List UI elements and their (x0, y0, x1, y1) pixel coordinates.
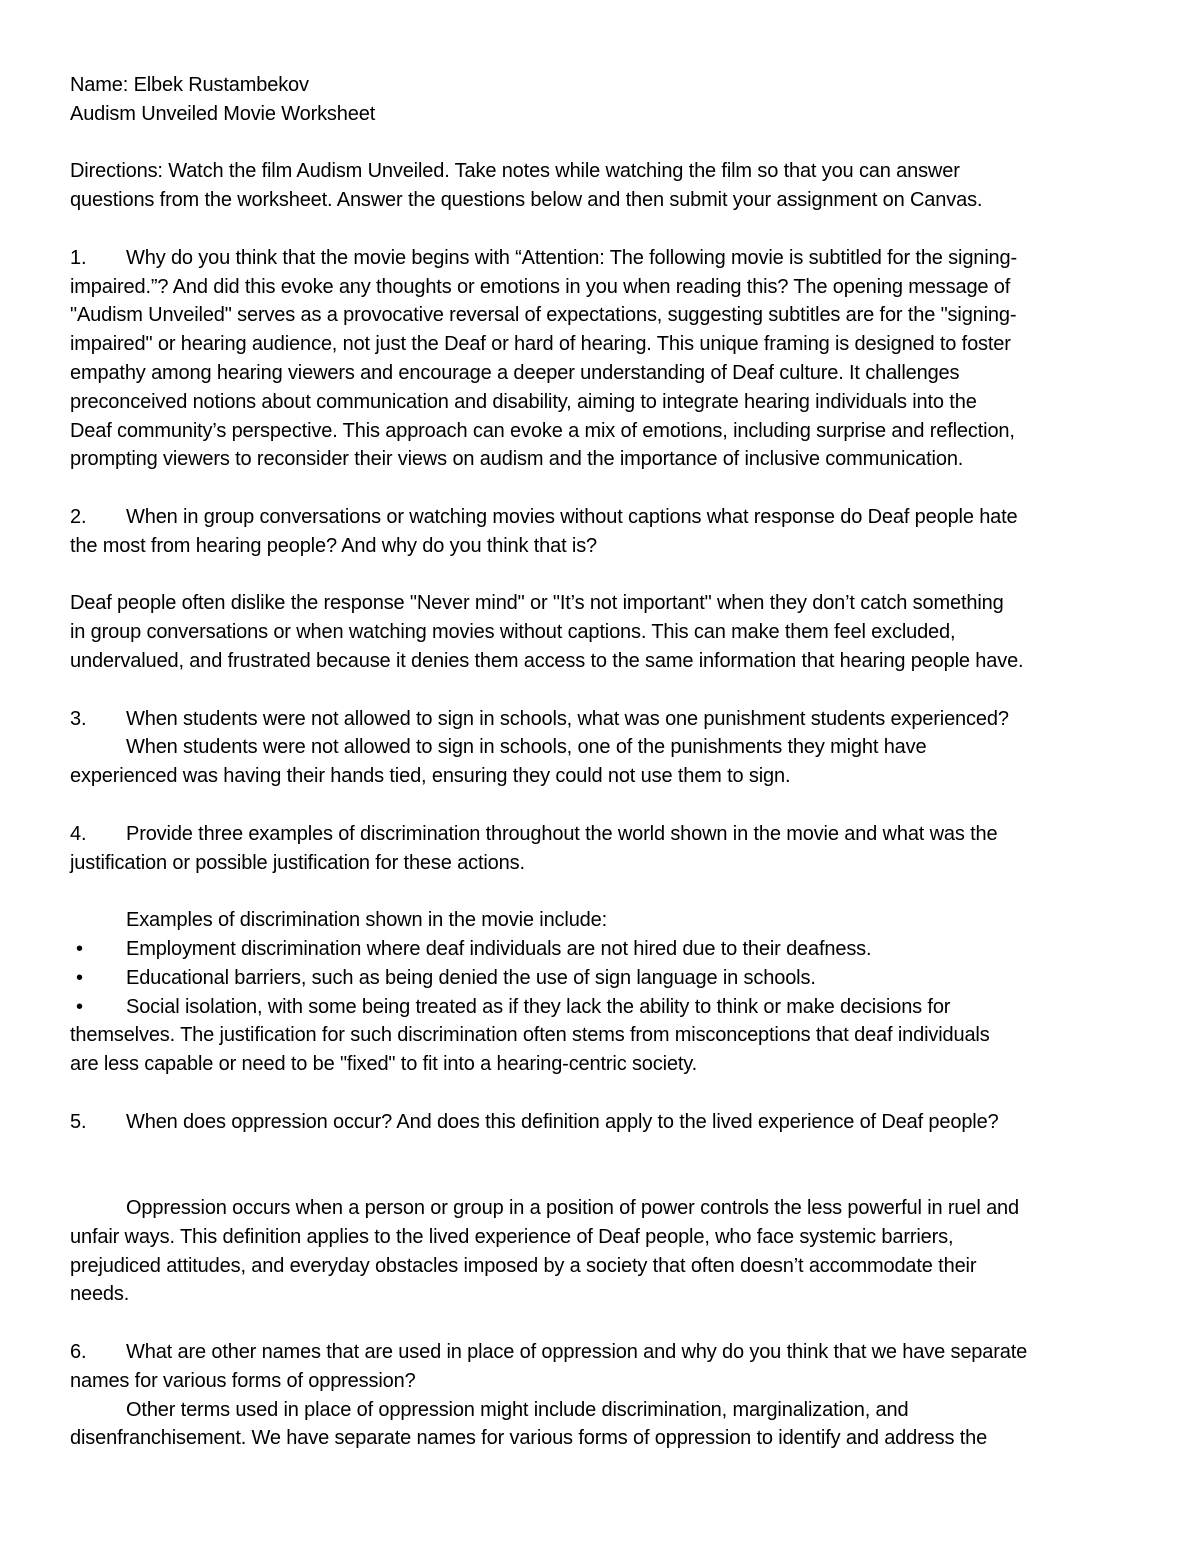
bullet-text: Employment discrimination where deaf individuals are not hired due to their deafness. (126, 937, 872, 960)
spacer (70, 474, 1135, 503)
spacer (70, 676, 1135, 705)
bullet-icon: • (76, 937, 83, 960)
student-name: Name: Elbek Rustambekov (70, 74, 309, 96)
spacer (70, 129, 1135, 158)
answer-1-line: impaired" or hearing audience, not just the Deaf or hard of hearing. This unique framing is designed to foster (70, 333, 1011, 356)
question-text: When does oppression occur? And does this definition apply to the lived experience of Deaf people? (126, 1110, 999, 1133)
answer-1-line: empathy among hearing viewers and encourage a deeper understanding of Deaf culture. It challenges (70, 361, 960, 384)
spacer (70, 1165, 1135, 1194)
question-6-line: names for various forms of oppression? (70, 1369, 416, 1392)
answer-1-line: Deaf community’s perspective. This approach can evoke a mix of emotions, including surprise and reflection, (70, 419, 1015, 442)
answer-6-line (70, 1396, 1135, 1425)
answer-3-line (70, 733, 1135, 762)
question-6 (70, 1338, 1135, 1367)
answer-2-line: Deaf people often dislike the response "Never mind" or "It’s not important" when they don’t catch something (70, 592, 1004, 615)
bullet-icon: • (76, 966, 83, 989)
answer-text: When students were not allowed to sign in schools, one of the punishments they might have (126, 736, 927, 759)
spacer (70, 1309, 1135, 1338)
answer-text: Oppression occurs when a person or group in a position of power controls the less powerful in ruel and (126, 1197, 1019, 1220)
bullet-text: Social isolation, with some being treated as if they lack the ability to think or make decisions for (126, 995, 951, 1018)
question-3 (70, 705, 1135, 734)
answer-1-line: prompting viewers to reconsider their views on audism and the importance of inclusive communication. (70, 448, 964, 471)
question-text: Why do you think that the movie begins with “Attention: The following movie is subtitled for the signing- (126, 246, 1018, 269)
spacer (70, 791, 1135, 820)
bullet-item (70, 993, 1135, 1022)
question-4 (70, 820, 1135, 849)
answer-1-line: impaired.”? And did this evoke any thoughts or emotions in you when reading this? The opening message of (70, 275, 1011, 298)
answer-3-line: experienced was having their hands tied, ensuring they could not use them to sign. (70, 765, 791, 788)
question-number: 1. (70, 246, 87, 269)
question-4-line: justification or possible justification for these actions. (70, 851, 525, 874)
answer-4-intro (70, 906, 1135, 935)
bullet-icon: • (76, 995, 83, 1018)
bullet-text: Educational barriers, such as being denied the use of sign language in schools. (126, 966, 816, 989)
answer-1-line: "Audism Unveiled" serves as a provocative reversal of expectations, suggesting subtitles are for the "signing- (70, 304, 1017, 327)
answer-5-line: unfair ways. This definition applies to the lived experience of Deaf people, who face systemic barriers, (70, 1225, 954, 1248)
worksheet-title: Audism Unveiled Movie Worksheet (70, 102, 376, 125)
question-number: 5. (70, 1110, 87, 1133)
answer-text: Examples of discrimination shown in the movie include: (126, 909, 608, 932)
answer-6-line: disenfranchisement. We have separate names for various forms of oppression to identify and address the (70, 1427, 988, 1450)
question-text: Provide three examples of discrimination throughout the world shown in the movie and what was the (126, 822, 998, 845)
answer-2-line: in group conversations or when watching movies without captions. This can make them feel excluded, (70, 621, 956, 644)
answer-2-line: undervalued, and frustrated because it denies them access to the same information that hearing people have. (70, 649, 1024, 672)
bullet-item (70, 935, 1135, 964)
answer-5-line (70, 1194, 1135, 1223)
directions-line: questions from the worksheet. Answer the questions below and then submit your assignment on Canvas. (70, 189, 983, 212)
spacer (70, 1079, 1135, 1108)
question-5 (70, 1108, 1135, 1137)
question-text: When students were not allowed to sign in schools, what was one punishment students experienced? (126, 707, 1009, 730)
spacer (70, 215, 1135, 244)
question-1 (70, 244, 1135, 273)
spacer (70, 877, 1135, 906)
question-2 (70, 503, 1135, 532)
directions-line: Directions: Watch the film Audism Unveiled. Take notes while watching the film so that you can answer (70, 160, 960, 183)
question-number: 3. (70, 707, 87, 730)
question-number: 4. (70, 822, 87, 845)
answer-5-line: needs. (70, 1283, 130, 1306)
question-number: 2. (70, 505, 87, 528)
question-text: When in group conversations or watching movies without captions what response do Deaf people hate (126, 505, 1018, 528)
worksheet-page (70, 71, 1135, 1453)
question-2-line: the most from hearing people? And why do you think that is? (70, 534, 598, 557)
spacer (70, 1136, 1135, 1165)
question-text: What are other names that are used in place of oppression and why do you think that we have separate (126, 1341, 1028, 1364)
spacer (70, 561, 1135, 590)
answer-4-line: are less capable or need to be "fixed" to fit into a hearing-centric society. (70, 1053, 698, 1076)
bullet-item (70, 964, 1135, 993)
answer-4-line: themselves. The justification for such discrimination often stems from misconceptions that deaf individuals (70, 1024, 990, 1047)
answer-text: Other terms used in place of oppression might include discrimination, marginalization, and (126, 1398, 909, 1421)
answer-5-line: prejudiced attitudes, and everyday obstacles imposed by a society that often doesn’t accommodate their (70, 1254, 977, 1277)
question-number: 6. (70, 1341, 87, 1364)
answer-1-line: preconceived notions about communication and disability, aiming to integrate hearing individuals into the (70, 390, 977, 413)
